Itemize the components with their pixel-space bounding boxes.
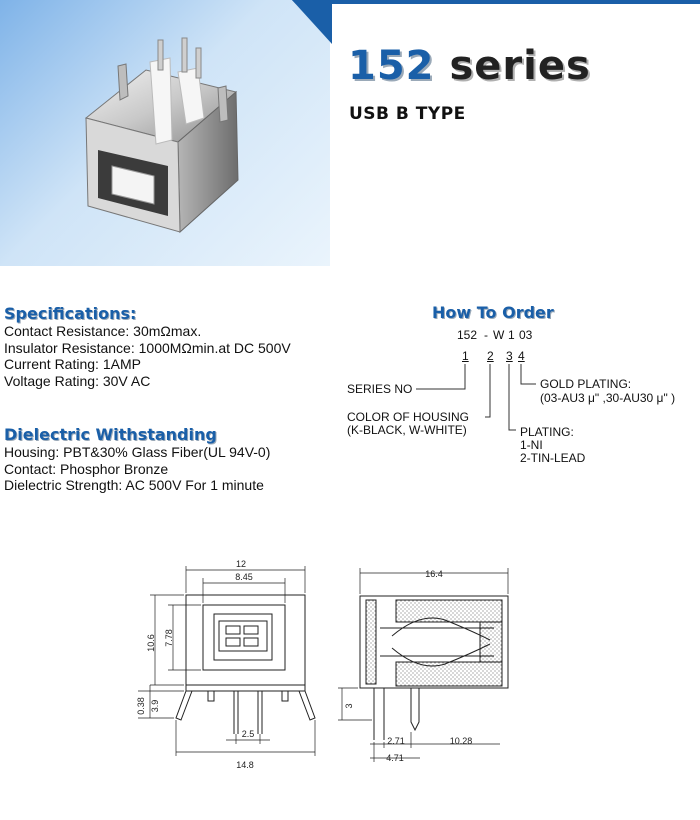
dim-offset-c: 4.71 [386,753,404,763]
color-options-label: (K-BLACK, W-WHITE) [347,423,467,437]
plating-label: PLATING: [520,425,574,439]
dim-width-bottom: 14.8 [236,760,254,770]
usb-b-connector-photo [0,0,330,266]
product-photo-frame [0,0,333,269]
spec-line: Current Rating: 1AMP [4,356,141,372]
order-code-plating: 1 [508,328,515,342]
order-digit: 1 [462,349,469,363]
plating-option-2: 2-TIN-LEAD [520,451,586,465]
series-number: 152 [348,43,435,89]
dim-offset-small: 0.38 [136,697,146,715]
spec-line: Contact Resistance: 30mΩmax. [4,323,202,339]
spec-line: Voltage Rating: 30V AC [4,372,151,389]
spec-line: Insulator Resistance: 1000MΩmin.at DC 500V [4,339,291,356]
dim-offset-b: 10.28 [449,736,473,746]
side-view-drawing [338,568,508,762]
order-digit: 3 [506,349,513,363]
dim-offset-a: 2.71 [387,736,405,746]
dim-height-inner: 7.78 [164,629,174,647]
dim-pin-length: 3 [344,703,354,709]
dielectric-line: Contact: Phosphor Bronze [4,460,169,477]
dim-width-inner: 8.45 [235,572,253,582]
how-to-order-heading: How To Order [432,303,554,322]
dielectric-line: Housing: PBT&30% Glass Fiber(UL 94V-0) [4,444,271,460]
technical-drawings [0,550,700,780]
dim-width-top: 12 [235,559,247,569]
order-code-series: 152 [457,328,478,342]
plating-option-1: 1-NI [520,438,543,452]
order-digit: 2 [487,349,494,363]
dielectric-list [4,444,270,494]
order-code-color: W [493,328,505,342]
front-view-dimension-labels [136,559,254,770]
series-word: series [449,43,591,89]
order-code-dash: - [484,328,488,342]
order-digit: 4 [518,349,525,363]
front-view-drawing [138,566,315,756]
gold-options-label: (03-AU3 μ" ,30-AU30 μ" ) [540,391,676,405]
dielectric-line: Dielectric Strength: AC 500V For 1 minute [4,477,264,493]
series-no-label: SERIES NO [347,382,413,396]
specifications-heading: Specifications: [4,304,137,323]
dim-length: 16.4 [425,569,443,579]
specifications-list [4,323,291,389]
series-title [348,43,591,89]
gold-plating-label: GOLD PLATING: [540,377,632,391]
order-code-gold: 03 [519,328,533,342]
dim-leg-height: 3.9 [150,699,160,713]
dim-pin-pitch: 2.5 [241,729,255,739]
dielectric-heading: Dielectric Withstanding [4,425,217,444]
how-to-order-diagram [330,300,700,480]
dim-height-total: 10.6 [146,634,156,652]
color-of-housing-label: COLOR OF HOUSING [347,410,470,424]
product-subtitle: USB B TYPE [349,104,466,124]
